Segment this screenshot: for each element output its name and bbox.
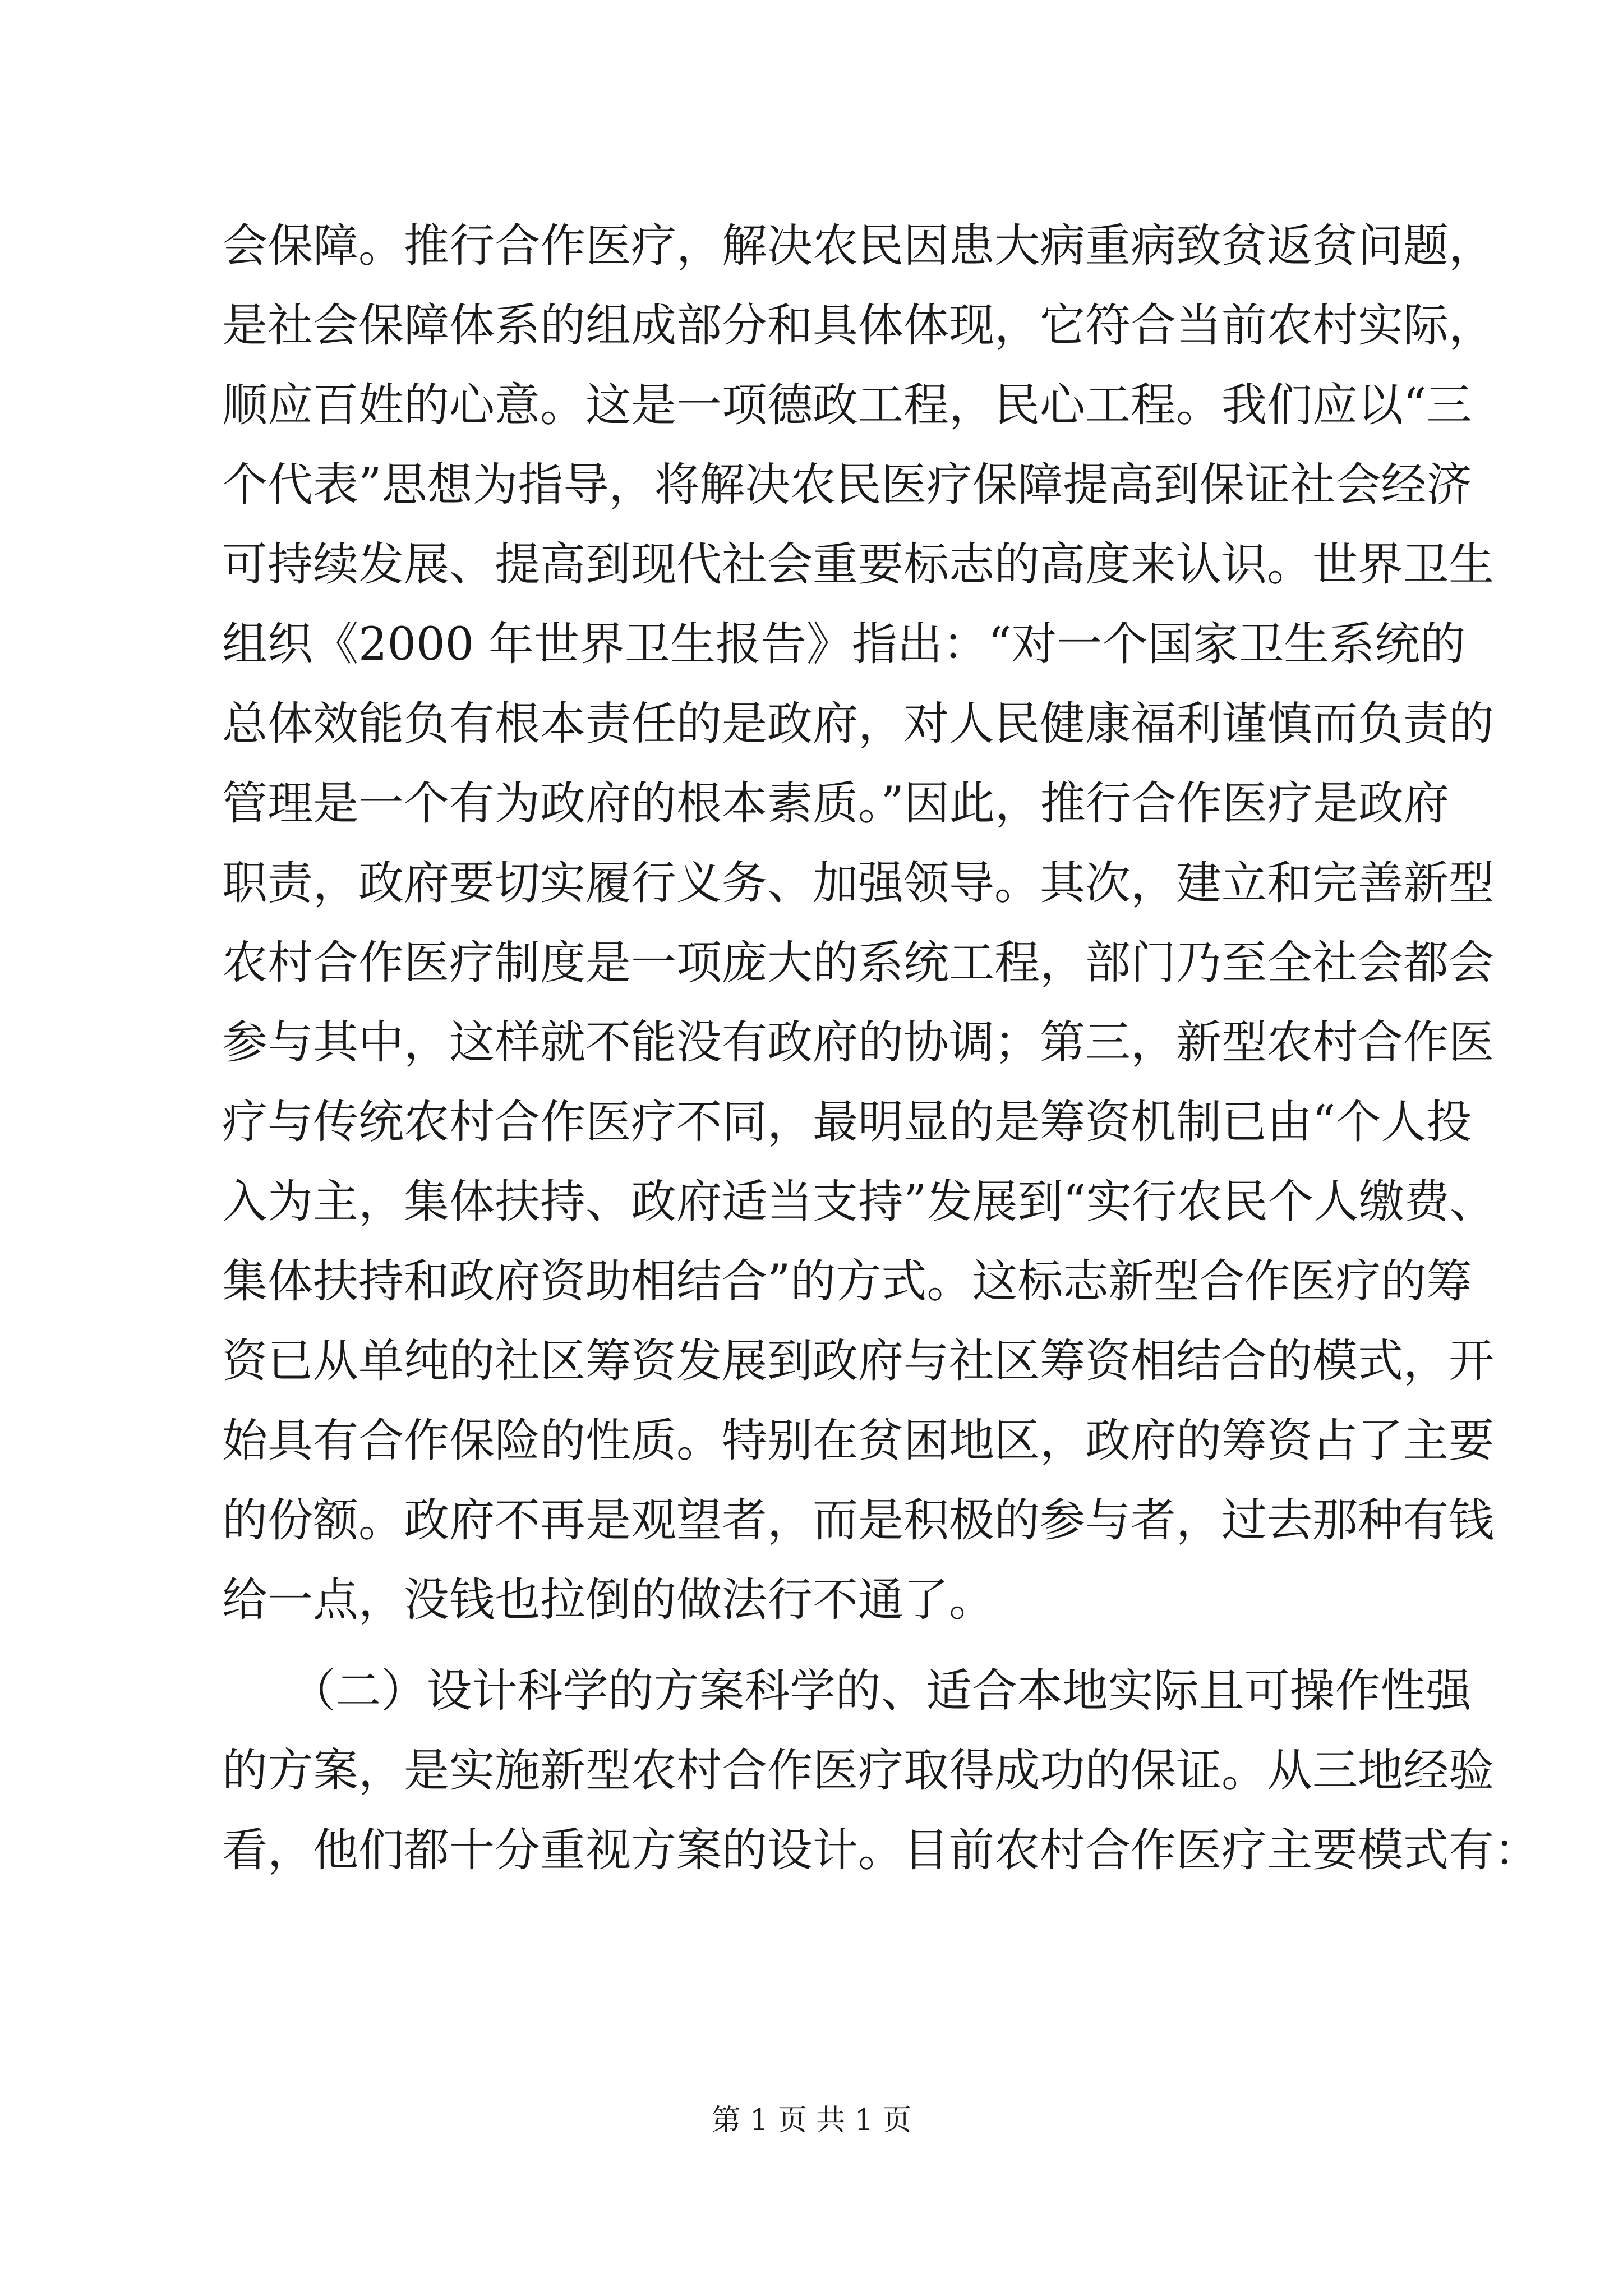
text-line: 集体扶持和政府资助相结合”的方式。这标志新型合作医疗的筹 xyxy=(222,1255,1472,1308)
text-line: 的方案，是实施新型农村合作医疗取得成功的保证。从三地经验 xyxy=(222,1745,1495,1797)
text-line: 参与其中，这样就不能没有政府的协调；第三，新型农村合作医 xyxy=(222,1016,1495,1069)
text-line: （二）设计科学的方案科学的、适合本地实际且可操作性强 xyxy=(222,1665,1472,1718)
text-line: 会保障。推行合作医疗，解决农民因患大病重病致贫返贫问题， xyxy=(222,220,1495,273)
page-footer: 第 1 页 共 1 页 xyxy=(711,2104,912,2137)
text-line: 总体效能负有根本责任的是政府，对人民健康福利谨慎而负责的 xyxy=(222,698,1495,751)
text-line: 职责，政府要切实履行义务、加强领导。其次，建立和完善新型 xyxy=(222,857,1495,910)
paragraph-gap xyxy=(222,1640,1417,1651)
text-line: 是社会保障体系的组成部分和具体体现，它符合当前农村实际， xyxy=(222,300,1495,352)
text-line: 组织《2000 年世界卫生报告》指出：“对一个国家卫生系统的 xyxy=(222,618,1466,671)
text-line: 资已从单纯的社区筹资发展到政府与社区筹资相结合的模式，开 xyxy=(222,1335,1495,1388)
document-body xyxy=(222,206,1540,1890)
text-line: 看，他们都十分重视方案的设计。目前农村合作医疗主要模式有： xyxy=(222,1824,1540,1877)
text-line: 顺应百姓的心意。这是一项德政工程，民心工程。我们应以“三 xyxy=(222,379,1472,432)
text-line: 农村合作医疗制度是一项庞大的系统工程，部门乃至全社会都会 xyxy=(222,937,1495,990)
text-line: 个代表”思想为指导，将解决农民医疗保障提高到保证社会经济 xyxy=(222,459,1472,512)
text-line: 给一点，没钱也拉倒的做法行不通了。 xyxy=(222,1574,995,1627)
text-line: 入为主，集体扶持、政府适当支持”发展到“实行农民个人缴费、 xyxy=(222,1176,1495,1228)
paragraph-1 xyxy=(222,206,1495,1640)
paragraph-2 xyxy=(222,1651,1540,1890)
text-line: 的份额。政府不再是观望者，而是积极的参与者，过去那种有钱 xyxy=(222,1494,1495,1547)
text-line: 疗与传统农村合作医疗不同，最明显的是筹资机制已由“个人投 xyxy=(222,1096,1472,1149)
text-line: 可持续发展、提高到现代社会重要标志的高度来认识。世界卫生 xyxy=(222,539,1495,591)
text-line: 始具有合作保险的性质。特别在贫困地区，政府的筹资占了主要 xyxy=(222,1415,1495,1467)
text-line: 管理是一个有为政府的根本素质。”因此，推行合作医疗是政府 xyxy=(222,777,1449,830)
